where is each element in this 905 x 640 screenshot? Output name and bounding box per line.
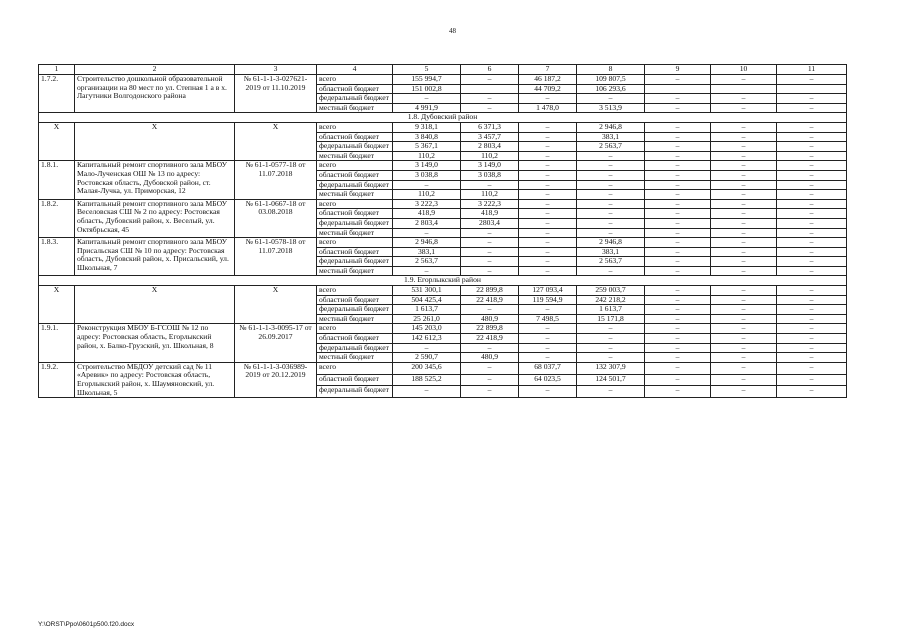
amount-cell: –: [461, 238, 519, 248]
budget-source: всего: [317, 161, 393, 171]
amount-cell: 3 038,8: [461, 170, 519, 180]
amount-cell: –: [711, 161, 777, 171]
amount-cell: –: [645, 295, 711, 305]
amount-cell: –: [519, 142, 577, 152]
amount-cell: 68 037,7: [519, 362, 577, 374]
amount-cell: [777, 84, 847, 94]
item-number: Х: [39, 286, 75, 324]
amount-cell: –: [645, 180, 711, 190]
amount-cell: 44 709,2: [519, 84, 577, 94]
object-name: Строительство дошкольной образовательной организации на 80 мест по ул. Степная 1 а в х. Лагутники Волгодонского района: [75, 75, 235, 113]
amount-cell: 480,9: [461, 314, 519, 324]
amount-cell: –: [393, 180, 461, 190]
amount-cell: 242 218,2: [577, 295, 645, 305]
item-number: 1.8.2.: [39, 199, 75, 237]
item-number: 1.9.1.: [39, 324, 75, 362]
amount-cell: 3 149,0: [461, 161, 519, 171]
amount-cell: –: [711, 218, 777, 228]
amount-cell: 155 994,7: [393, 75, 461, 85]
amount-cell: 2 563,7: [393, 257, 461, 267]
budget-source: всего: [317, 199, 393, 209]
column-number: 7: [519, 65, 577, 75]
amount-cell: –: [519, 305, 577, 315]
amount-cell: 151 002,8: [393, 84, 461, 94]
amount-cell: 480,9: [461, 353, 519, 363]
item-number: 1.9.2.: [39, 362, 75, 397]
amount-cell: 4 991,9: [393, 103, 461, 113]
amount-cell: –: [577, 353, 645, 363]
amount-cell: 3 222,3: [461, 199, 519, 209]
amount-cell: 3 513,9: [577, 103, 645, 113]
amount-cell: –: [777, 94, 847, 104]
amount-cell: –: [577, 209, 645, 219]
object-name: Х: [75, 286, 235, 324]
item-number: 1.8.1.: [39, 161, 75, 199]
amount-cell: –: [519, 257, 577, 267]
amount-cell: –: [577, 334, 645, 344]
budget-source: федеральный бюджет: [317, 343, 393, 353]
amount-cell: –: [519, 209, 577, 219]
amount-cell: –: [711, 132, 777, 142]
table-row: [39, 286, 847, 296]
registration-number: Х: [235, 286, 317, 324]
amount-cell: 531 300,1: [393, 286, 461, 296]
budget-source: местный бюджет: [317, 228, 393, 238]
amount-cell: –: [393, 228, 461, 238]
amount-cell: –: [645, 324, 711, 334]
amount-cell: [645, 84, 711, 94]
amount-cell: –: [711, 334, 777, 344]
amount-cell: –: [645, 161, 711, 171]
amount-cell: 119 594,9: [519, 295, 577, 305]
amount-cell: 3 149,0: [393, 161, 461, 171]
amount-cell: –: [461, 75, 519, 85]
budget-source: всего: [317, 324, 393, 334]
amount-cell: –: [645, 103, 711, 113]
amount-cell: 2 590,7: [393, 353, 461, 363]
amount-cell: –: [645, 228, 711, 238]
registration-number: № 61-1-0578-18 от 11.07.2018: [235, 238, 317, 276]
amount-cell: –: [645, 374, 711, 386]
amount-cell: –: [711, 190, 777, 200]
amount-cell: –: [577, 161, 645, 171]
amount-cell: 22 418,9: [461, 334, 519, 344]
amount-cell: –: [777, 142, 847, 152]
amount-cell: 2 946,8: [393, 238, 461, 248]
column-number: 8: [577, 65, 645, 75]
budget-source: областной бюджет: [317, 170, 393, 180]
item-number: 1.7.2.: [39, 75, 75, 113]
amount-cell: –: [519, 353, 577, 363]
amount-cell: –: [777, 238, 847, 248]
amount-cell: 110,2: [393, 151, 461, 161]
amount-cell: 383,1: [577, 132, 645, 142]
amount-cell: 110,2: [461, 151, 519, 161]
budget-source: федеральный бюджет: [317, 305, 393, 315]
amount-cell: 2 803,4: [393, 218, 461, 228]
amount-cell: –: [777, 353, 847, 363]
amount-cell: –: [777, 228, 847, 238]
amount-cell: –: [645, 190, 711, 200]
budget-source: всего: [317, 286, 393, 296]
object-name: Капитальный ремонт спортивного зала МБОУ Присальская СШ № 10 по адресу: Ростовская область, Дубовский район, х. Присальский, ул. Школьная, 7: [75, 238, 235, 276]
amount-cell: –: [645, 362, 711, 374]
amount-cell: –: [777, 199, 847, 209]
amount-cell: –: [645, 142, 711, 152]
budget-source: областной бюджет: [317, 295, 393, 305]
amount-cell: 2 563,7: [577, 142, 645, 152]
amount-cell: 15 171,8: [577, 314, 645, 324]
amount-cell: –: [777, 334, 847, 344]
table-row: [39, 75, 847, 85]
amount-cell: –: [777, 75, 847, 85]
amount-cell: –: [519, 266, 577, 276]
amount-cell: –: [711, 170, 777, 180]
column-number: 10: [711, 65, 777, 75]
amount-cell: –: [577, 180, 645, 190]
amount-cell: 145 203,0: [393, 324, 461, 334]
amount-cell: –: [577, 386, 645, 398]
amount-cell: –: [461, 228, 519, 238]
amount-cell: 127 093,4: [519, 286, 577, 296]
table-row: [39, 199, 847, 209]
amount-cell: –: [645, 122, 711, 132]
item-number: Х: [39, 122, 75, 160]
amount-cell: –: [577, 218, 645, 228]
amount-cell: 46 187,2: [519, 75, 577, 85]
amount-cell: –: [711, 247, 777, 257]
amount-cell: –: [777, 151, 847, 161]
amount-cell: 3 840,8: [393, 132, 461, 142]
amount-cell: –: [645, 132, 711, 142]
amount-cell: –: [461, 180, 519, 190]
amount-cell: –: [519, 218, 577, 228]
budget-source: всего: [317, 362, 393, 374]
amount-cell: –: [519, 343, 577, 353]
amount-cell: 22 418,9: [461, 295, 519, 305]
amount-cell: –: [577, 170, 645, 180]
amount-cell: 2 946,8: [577, 238, 645, 248]
amount-cell: –: [777, 247, 847, 257]
amount-cell: –: [711, 286, 777, 296]
amount-cell: 106 293,6: [577, 84, 645, 94]
amount-cell: –: [645, 247, 711, 257]
amount-cell: 2 946,8: [577, 122, 645, 132]
budget-source: областной бюджет: [317, 334, 393, 344]
amount-cell: 5 367,1: [393, 142, 461, 152]
amount-cell: –: [645, 151, 711, 161]
amount-cell: –: [711, 374, 777, 386]
amount-cell: –: [645, 286, 711, 296]
amount-cell: –: [519, 161, 577, 171]
amount-cell: –: [577, 94, 645, 104]
amount-cell: 3 222,3: [393, 199, 461, 209]
amount-cell: 504 425,4: [393, 295, 461, 305]
amount-cell: –: [519, 170, 577, 180]
amount-cell: –: [711, 266, 777, 276]
amount-cell: –: [777, 314, 847, 324]
amount-cell: –: [777, 209, 847, 219]
amount-cell: –: [461, 374, 519, 386]
amount-cell: –: [519, 247, 577, 257]
amount-cell: –: [519, 238, 577, 248]
amount-cell: –: [645, 199, 711, 209]
section-row: [39, 113, 847, 123]
amount-cell: –: [577, 228, 645, 238]
amount-cell: 6 371,3: [461, 122, 519, 132]
amount-cell: –: [645, 257, 711, 267]
column-number: 5: [393, 65, 461, 75]
amount-cell: 383,1: [393, 247, 461, 257]
amount-cell: –: [777, 266, 847, 276]
amount-cell: –: [711, 295, 777, 305]
amount-cell: –: [461, 257, 519, 267]
amount-cell: 2 803,4: [461, 142, 519, 152]
column-number: 4: [317, 65, 393, 75]
budget-source: местный бюджет: [317, 190, 393, 200]
table-row: [39, 161, 847, 171]
amount-cell: –: [777, 286, 847, 296]
amount-cell: –: [461, 305, 519, 315]
amount-cell: 200 345,6: [393, 362, 461, 374]
budget-source: федеральный бюджет: [317, 94, 393, 104]
amount-cell: 64 023,5: [519, 374, 577, 386]
budget-source: федеральный бюджет: [317, 142, 393, 152]
object-name: Строительство МБДОУ детский сад № 11 «Аревик» по адресу: Ростовская область, Егорлыкский район, х. Шаумяновский, ул. Школьная, 5: [75, 362, 235, 397]
amount-cell: –: [577, 190, 645, 200]
amount-cell: –: [461, 266, 519, 276]
amount-cell: 188 525,2: [393, 374, 461, 386]
item-number: 1.8.3.: [39, 238, 75, 276]
registration-number: Х: [235, 122, 317, 160]
amount-cell: –: [711, 343, 777, 353]
amount-cell: –: [711, 386, 777, 398]
amount-cell: –: [777, 324, 847, 334]
amount-cell: –: [519, 94, 577, 104]
amount-cell: –: [711, 199, 777, 209]
registration-number: № 61-1-0577-18 от 11.07.2018: [235, 161, 317, 199]
amount-cell: –: [519, 324, 577, 334]
amount-cell: 3 457,7: [461, 132, 519, 142]
amount-cell: 1 478,0: [519, 103, 577, 113]
amount-cell: –: [461, 247, 519, 257]
amount-cell: –: [777, 132, 847, 142]
amount-cell: –: [645, 94, 711, 104]
amount-cell: –: [519, 228, 577, 238]
column-number: 11: [777, 65, 847, 75]
budget-source: местный бюджет: [317, 353, 393, 363]
amount-cell: –: [711, 257, 777, 267]
amount-cell: –: [645, 209, 711, 219]
amount-cell: –: [461, 103, 519, 113]
budget-source: всего: [317, 238, 393, 248]
amount-cell: –: [519, 122, 577, 132]
amount-cell: 1 613,7: [577, 305, 645, 315]
amount-cell: 2 563,7: [577, 257, 645, 267]
table-row: [39, 238, 847, 248]
amount-cell: –: [519, 132, 577, 142]
budget-source: федеральный бюджет: [317, 386, 393, 398]
amount-cell: –: [711, 75, 777, 85]
amount-cell: –: [461, 94, 519, 104]
amount-cell: –: [711, 324, 777, 334]
amount-cell: –: [645, 218, 711, 228]
amount-cell: –: [777, 362, 847, 374]
budget-source: федеральный бюджет: [317, 218, 393, 228]
registration-number: № 61-1-1-3-036989-2019 от 20.12.2019: [235, 362, 317, 397]
amount-cell: –: [777, 190, 847, 200]
amount-cell: –: [577, 266, 645, 276]
amount-cell: –: [645, 238, 711, 248]
amount-cell: –: [393, 266, 461, 276]
amount-cell: –: [461, 386, 519, 398]
column-number: 9: [645, 65, 711, 75]
table-row: [39, 122, 847, 132]
amount-cell: –: [461, 362, 519, 374]
amount-cell: –: [777, 161, 847, 171]
amount-cell: 22 899,8: [461, 324, 519, 334]
amount-cell: –: [393, 386, 461, 398]
amount-cell: 383,1: [577, 247, 645, 257]
amount-cell: [461, 84, 519, 94]
amount-cell: –: [777, 343, 847, 353]
column-number: 1: [39, 65, 75, 75]
object-name: Реконструкция МБОУ Б-ГСОШ № 12 по адресу: Ростовская область, Егорлыкский район, х. Балко-Грузский, ул. Школьная, 8: [75, 324, 235, 362]
amount-cell: –: [645, 386, 711, 398]
amount-cell: 110,2: [393, 190, 461, 200]
registration-number: № 61-1-1-3-027621-2019 от 11.10.2019: [235, 75, 317, 113]
amount-cell: –: [645, 334, 711, 344]
budget-source: всего: [317, 75, 393, 85]
amount-cell: 110,2: [461, 190, 519, 200]
amount-cell: –: [461, 343, 519, 353]
amount-cell: –: [777, 170, 847, 180]
registration-number: № 61-1-0667-18 от 03.08.2018: [235, 199, 317, 237]
amount-cell: –: [519, 190, 577, 200]
amount-cell: –: [777, 386, 847, 398]
amount-cell: –: [777, 180, 847, 190]
amount-cell: 142 612,3: [393, 334, 461, 344]
amount-cell: –: [645, 314, 711, 324]
amount-cell: –: [777, 374, 847, 386]
object-name: Х: [75, 122, 235, 160]
budget-source: всего: [317, 122, 393, 132]
amount-cell: –: [519, 199, 577, 209]
amount-cell: –: [519, 151, 577, 161]
amount-cell: –: [777, 257, 847, 267]
amount-cell: 132 307,9: [577, 362, 645, 374]
amount-cell: 2803,4: [461, 218, 519, 228]
table-row: [39, 324, 847, 334]
budget-source: областной бюджет: [317, 84, 393, 94]
amount-cell: 124 501,7: [577, 374, 645, 386]
amount-cell: –: [777, 305, 847, 315]
budget-source: местный бюджет: [317, 266, 393, 276]
amount-cell: 7 498,5: [519, 314, 577, 324]
budget-source: местный бюджет: [317, 314, 393, 324]
column-number-row: [39, 65, 847, 75]
column-number: 2: [75, 65, 235, 75]
amount-cell: 418,9: [461, 209, 519, 219]
amount-cell: –: [777, 295, 847, 305]
amount-cell: –: [577, 199, 645, 209]
amount-cell: –: [519, 180, 577, 190]
amount-cell: 3 038,8: [393, 170, 461, 180]
amount-cell: –: [645, 305, 711, 315]
amount-cell: –: [645, 266, 711, 276]
amount-cell: –: [577, 343, 645, 353]
amount-cell: –: [645, 75, 711, 85]
budget-source: областной бюджет: [317, 132, 393, 142]
amount-cell: –: [711, 314, 777, 324]
amount-cell: –: [777, 218, 847, 228]
amount-cell: –: [577, 151, 645, 161]
amount-cell: 418,9: [393, 209, 461, 219]
section-row: [39, 276, 847, 286]
amount-cell: –: [519, 334, 577, 344]
amount-cell: 9 318,1: [393, 122, 461, 132]
amount-cell: –: [393, 343, 461, 353]
amount-cell: –: [711, 228, 777, 238]
amount-cell: 1 613,7: [393, 305, 461, 315]
amount-cell: –: [711, 238, 777, 248]
amount-cell: –: [711, 103, 777, 113]
budget-source: федеральный бюджет: [317, 257, 393, 267]
table-row: [39, 362, 847, 374]
financing-table: [38, 64, 847, 398]
amount-cell: –: [645, 353, 711, 363]
amount-cell: –: [711, 353, 777, 363]
amount-cell: –: [711, 122, 777, 132]
budget-source: областной бюджет: [317, 209, 393, 219]
object-name: Капитальный ремонт спортивного зала МБОУ Веселовская СШ № 2 по адресу: Ростовская область, Дубовский район, х. Веселый, ул. Октябрьская, 45: [75, 199, 235, 237]
budget-source: местный бюджет: [317, 103, 393, 113]
amount-cell: –: [711, 94, 777, 104]
budget-source: федеральный бюджет: [317, 180, 393, 190]
amount-cell: –: [777, 122, 847, 132]
column-number: 6: [461, 65, 519, 75]
budget-source: областной бюджет: [317, 247, 393, 257]
budget-source: областной бюджет: [317, 374, 393, 386]
amount-cell: –: [711, 142, 777, 152]
amount-cell: –: [777, 103, 847, 113]
file-path-footer: Y:\ORST\Ppo\0601p500.f20.docx: [38, 621, 135, 628]
amount-cell: –: [519, 386, 577, 398]
amount-cell: –: [711, 209, 777, 219]
registration-number: № 61-1-1-3-0095-17 от 26.09.2017: [235, 324, 317, 362]
amount-cell: 25 261,0: [393, 314, 461, 324]
amount-cell: –: [711, 362, 777, 374]
amount-cell: –: [393, 94, 461, 104]
amount-cell: –: [711, 180, 777, 190]
amount-cell: –: [711, 151, 777, 161]
section-title: 1.9. Егорлыкский район: [39, 276, 847, 286]
amount-cell: [711, 84, 777, 94]
amount-cell: –: [577, 324, 645, 334]
page-number: 48: [449, 27, 456, 35]
amount-cell: –: [645, 343, 711, 353]
budget-source: местный бюджет: [317, 151, 393, 161]
section-title: 1.8. Дубовский район: [39, 113, 847, 123]
amount-cell: –: [645, 170, 711, 180]
amount-cell: –: [711, 305, 777, 315]
amount-cell: 22 899,8: [461, 286, 519, 296]
amount-cell: 259 003,7: [577, 286, 645, 296]
column-number: 3: [235, 65, 317, 75]
object-name: Капитальный ремонт спортивного зала МБОУ Мало-Лученская ОШ № 13 по адресу: Ростовская область, Дубовской район, ст. Малая-Лучка, ул. Приморская, 12: [75, 161, 235, 199]
amount-cell: 109 807,5: [577, 75, 645, 85]
